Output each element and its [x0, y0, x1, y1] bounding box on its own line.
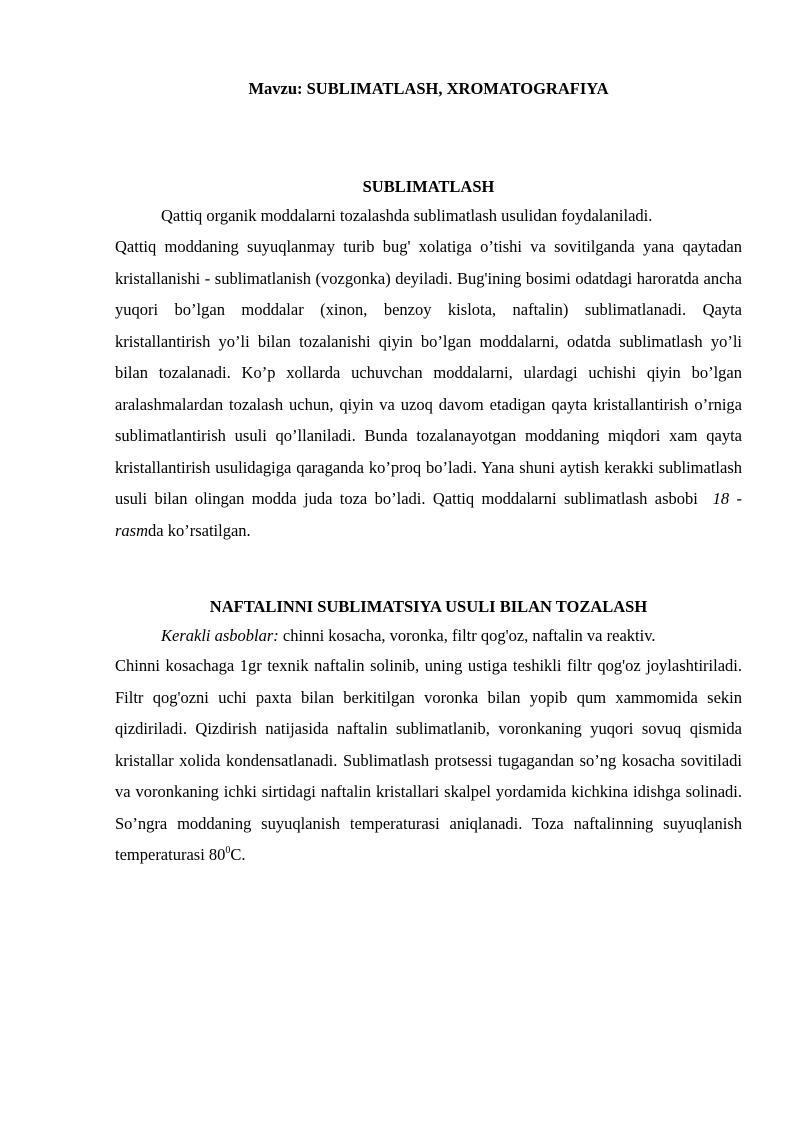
body-text-end: da ko’rsatilgan.	[148, 520, 251, 540]
figure-reference: 18 - rasm	[115, 489, 743, 540]
intro-paragraph: Qattiq organik moddalarni tozalashda sublimatlash usulidan foydalaniladi.	[161, 206, 653, 225]
section-heading: NAFTALINNI SUBLIMATSIYA USULI BILAN TOZALASH	[209, 597, 648, 616]
document-title: Mavzu: SUBLIMATLASH, XROMATOGRAFIYA	[248, 79, 609, 98]
body-paragraph	[115, 231, 742, 546]
equipment-paragraph	[115, 625, 742, 647]
section-naftalin	[115, 596, 742, 871]
body-text: Qattiq moddaning suyuqlanmay turib bug' xolatiga o’tishi va sovitilganda yana qaytadan kristallanishi - sublimatlanish (vozgonka) deyiladi. Bug'ining bosimi odatdagi haroratda ancha yuqori bo’lgan moddalar (xinon, benzoy kislota, naftalin) sublimatlanadi. Qayta kristallantirish yo’li bilan tozalanishi qiyin bo’lgan moddalarni, odatda sublimatlash yo’li bilan tozalanadi. Ko’p xollarda uchuvchan moddalarni, ulardagi uchishi qiyin bo’lgan aralashmalardan tozalash uchun, qiyin va uzoq davom etadigan qayta kristallantirish o’rniga sublimatlantirish usuli qo’llaniladi. Bunda tozalanayotgan moddaning miqdori xam qayta kristallantirish usulidagiga qaraganda ko’proq bo’ladi. Yana shuni aytish kerakki sublimatlash usuli bilan olingan modda juda toza bo’ladi. Qattiq moddalarni sublimatlash asbobi	[115, 237, 742, 508]
procedure-paragraph	[115, 650, 742, 871]
procedure-text: Chinni kosachaga 1gr texnik naftalin solinib, uning ustiga teshikli filtr qog'oz joylashtiriladi. Filtr qog'ozni uchi paxta bilan berkitilgan voronka bilan yopib qum xammomida sekin qizdiriladi. Qizdirish natijasida naftalin sublimatlanib, voronkaning yuqori sovuq qismida kristallar xolida kondensatlanadi. Sublimatlash protsessi tugagandan so’ng kosacha sovitiladi va voronkaning ichki sirtidagi naftalin kristallari skalpel yordamida kichkina idishga solinadi. So’ngra moddaning suyuqlanish temperaturasi aniqlanadi. Toza naftalinning suyuqlanish temperaturasi 80	[115, 656, 742, 864]
equipment-list: chinni kosacha, voronka, filtr qog'oz, naftalin va reaktiv.	[278, 626, 656, 645]
equipment-label: Kerakli asboblar:	[161, 626, 279, 645]
temperature-unit: C.	[230, 845, 246, 864]
section-sublimatlash	[115, 176, 742, 546]
temperature-superscript: 0	[225, 845, 231, 856]
section-heading: SUBLIMATLASH	[362, 177, 495, 196]
